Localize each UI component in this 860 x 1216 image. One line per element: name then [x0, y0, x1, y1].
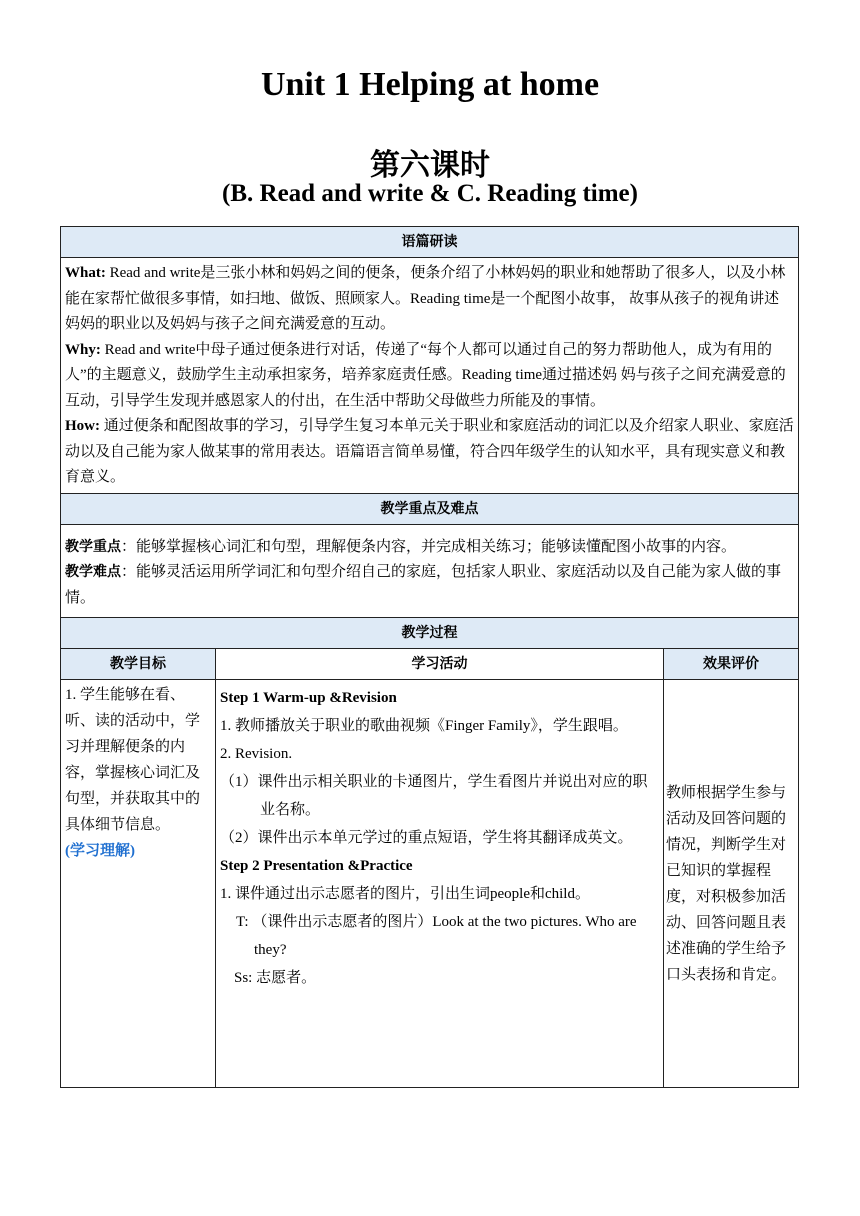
col-eval-header: 效果评价 [664, 649, 799, 680]
key-point-text: ：能够掌握核心词汇和句型，理解便条内容，并完成相关练习；能够读懂配图小故事的内容。 [121, 538, 737, 555]
activity-2-2: （2）课件出示本单元学过的重点短语，学生将其翻译成英文。 [220, 830, 633, 846]
step2-title: Step 2 Presentation &Practice [220, 858, 413, 874]
process-header: 教学过程 [61, 618, 799, 649]
activity-1: 1. 教师播放关于职业的歌曲视频《Finger Family》，学生跟唱。 [220, 718, 628, 734]
activity-2-1: （1）课件出示相关职业的卡通图片，学生看图片并说出对应的职业名称。 [220, 774, 648, 818]
eval-cell [664, 680, 799, 1088]
activity-2: 2. Revision. [220, 746, 293, 762]
key-points-body [61, 524, 799, 618]
document-title: Unit 1 Helping at home [260, 66, 600, 103]
eval-text: 教师根据学生参与活动及回答问题的情况，判断学生对已知识的掌握程度，对积极参加活动、回答问题且表述准确的学生给予口头表扬和肯定。 [666, 784, 787, 983]
how-text: 通过便条和配图故事的学习，引导学生复习本单元关于职业和家庭活动的词汇以及介绍家人职业、家庭活动以及自己能为家人做某事的常用表达。语篇语言简单易懂，符合四年级学生的认知水平，具有现实意义和教育意义。 [65, 418, 794, 485]
key-point-label: 教学重点 [65, 538, 121, 555]
key-points-header: 教学重点及难点 [61, 493, 799, 524]
why-paragraph [65, 338, 794, 415]
lesson-number: 第六课时 [370, 148, 490, 183]
how-label: How: [65, 418, 100, 434]
why-text: Read and write中母子通过便条进行对话，传递了“每个人都可以通过自己的努力帮助他人，成为有用的人”的主题意义，鼓励学生主动承担家务，培养家庭责任感。Reading time通过描述妈 妈与孩子之间充满爱意的互动，引导学生发现并感恩家人的付出，在生活中帮助父母做些力所能及的事情。 [65, 341, 786, 409]
what-label: What: [65, 265, 106, 281]
text-analysis-header: 语篇研读 [61, 227, 799, 258]
what-paragraph [65, 261, 794, 338]
why-label: Why: [65, 341, 101, 358]
teacher-line: T: （课件出示志愿者的图片）Look at the two pictures. Who are they? [236, 914, 637, 958]
activity-cell [216, 680, 664, 1088]
goal-tag: (学习理解) [65, 843, 135, 859]
presentation-1: 1. 课件通过出示志愿者的图片，引出生词people和child。 [220, 886, 590, 902]
how-paragraph [65, 414, 794, 491]
lesson-section: (B. Read and write & C. Reading time) [222, 180, 638, 207]
text-analysis-body [61, 258, 799, 494]
students-line: Ss: 志愿者。 [234, 970, 317, 986]
key-point-paragraph [65, 535, 794, 561]
lesson-plan-table [60, 226, 799, 1088]
difficulty-text: ：能够灵活运用所学词汇和句型介绍自己的家庭，包括家人职业、家庭活动以及自己能为家人做的事情。 [65, 564, 782, 606]
goal-cell [61, 680, 216, 1088]
step1-title: Step 1 Warm-up &Revision [220, 690, 397, 706]
col-goal-header: 教学目标 [61, 649, 216, 680]
goal-text: 1. 学生能够在看、听、读的活动中，学习并理解便条的内容，掌握核心词汇及句型，并获取其中的具体细节信息。 [65, 687, 201, 833]
difficulty-paragraph [65, 560, 794, 611]
what-text: Read and write是三张小林和妈妈之间的便条，便条介绍了小林妈妈的职业和她帮助了很多人，以及小林能在家帮忙做很多事情，如扫地、做饭、照顾家人。Reading time是一个配图小故事， 故事从孩子的视角讲述妈妈的职业以及妈妈与孩子之间充满爱意的互动。 [65, 265, 786, 332]
col-activity-header: 学习活动 [216, 649, 664, 680]
difficulty-label: 教学难点 [65, 564, 121, 580]
